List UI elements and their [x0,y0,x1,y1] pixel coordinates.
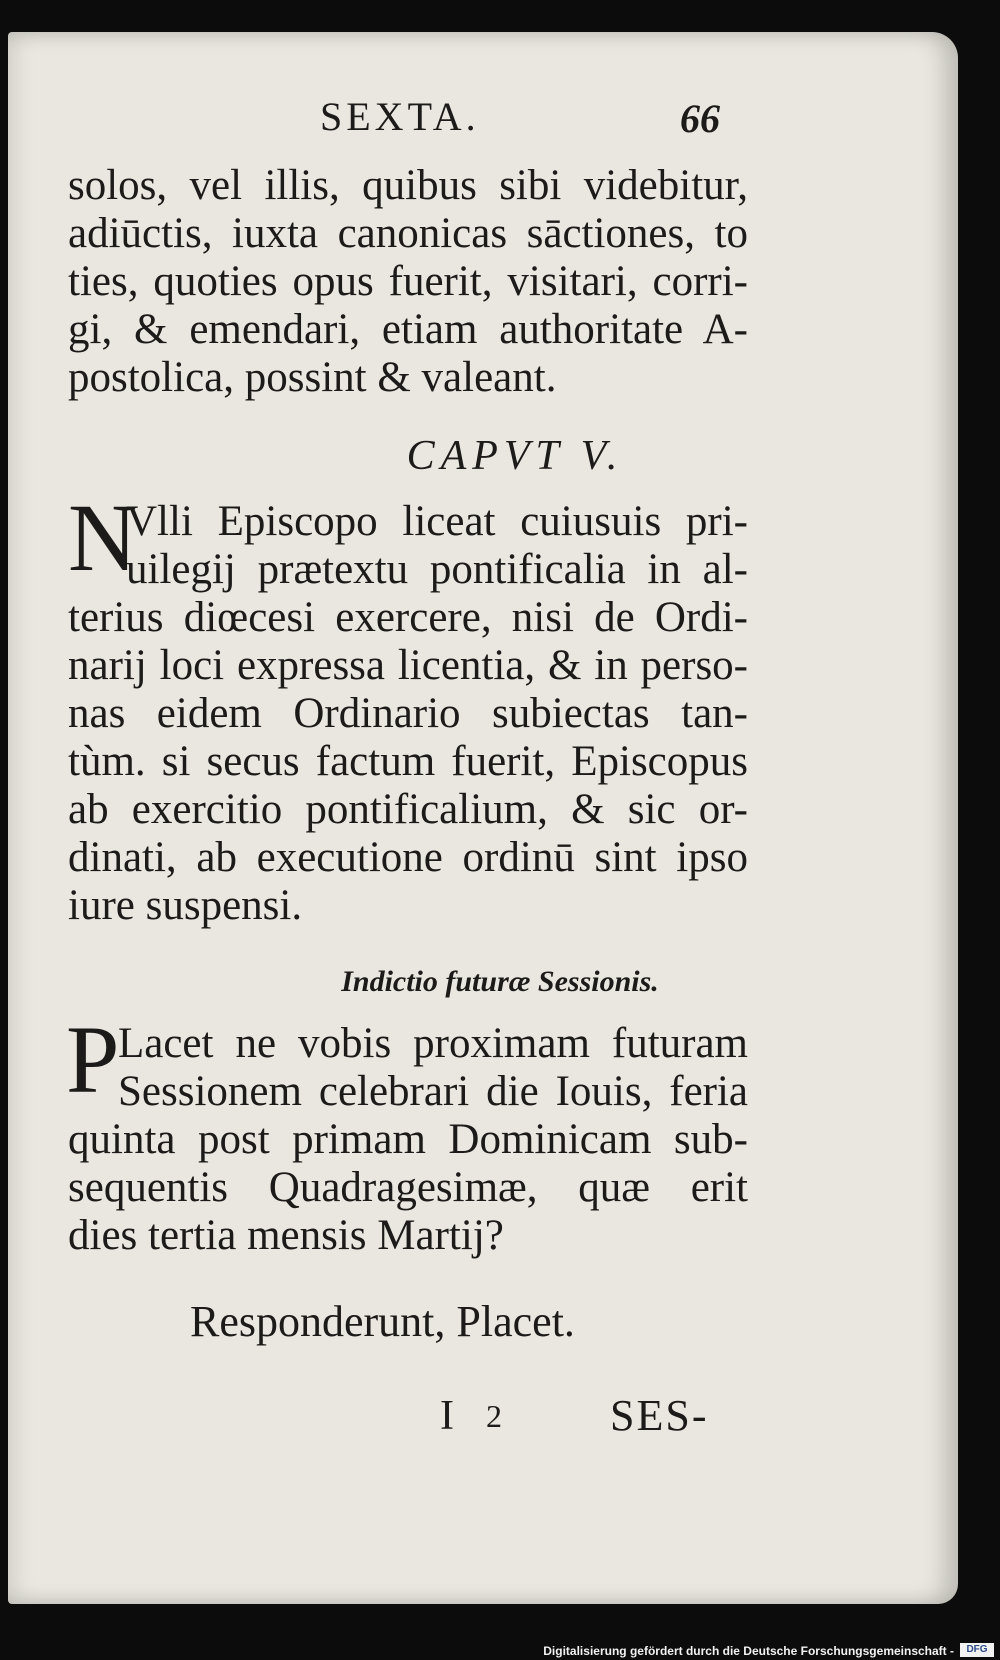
text-line: dies tertia mensis Martij? [68,1212,504,1259]
folio-number: 66 [680,96,720,141]
drop-cap: P [66,1006,120,1113]
text-line: Lacet ne vobis proximam futuram [118,1020,748,1067]
signature-number: 2 [486,1398,502,1434]
running-head: SEXTA. [320,94,480,139]
paragraph-continued [68,162,748,402]
text-line: Vlli Episcopo liceat cuiusuis pri- [126,498,748,545]
text-line: quinta post primam Dominicam sub- [68,1116,748,1163]
text-line: sequentis Quadragesimæ, quæ erit [68,1164,748,1211]
response-line: Responderunt, Placet. [190,1297,575,1346]
text-line: dinati, ab executione ordinū sint ipso [68,834,748,881]
paragraph-indictio [68,1020,748,1260]
text-line: ties, quoties opus fuerit, visitari, corri- [68,258,748,305]
funding-credit: Digitalisierung gefördert durch die Deutsche Forschungsgemeinschaft - [543,1644,954,1658]
signature-letter: I [440,1393,454,1439]
text-line: terius diœcesi exercere, nisi de Ordi- [68,594,748,641]
text-line: uilegij prætextu pontificalia in al- [126,546,748,593]
text-line: solos, vel illis, quibus sibi videbitur, [68,162,748,209]
dfg-logo: DFG [960,1643,994,1657]
text-line: gi, & emendari, etiam authoritate A- [68,306,748,353]
chapter-heading: CAPVT V. [406,433,624,479]
page-header [0,93,1000,153]
text-line: postolica, possint & valeant. [68,354,557,401]
text-line: ab exercitio pontificalium, & sic or- [68,786,748,833]
text-line: nas eidem Ordinario subiectas tan- [68,690,748,737]
paragraph-chapter-v [68,498,748,930]
text-line: tùm. si secus factum fuerit, Episcopus [68,738,748,785]
text-line: Sessionem celebrari die Iouis, feria [118,1068,748,1115]
text-line: adiūctis, iuxta canonicas sāctiones, to [68,210,748,257]
text-line: narij loci expressa licentia, & in perso- [68,642,748,689]
catchword: SES- [610,1391,709,1440]
text-line: iure suspensi. [68,882,303,929]
drop-cap: N [68,484,138,591]
section-subheading: Indictio futuræ Sessionis. [341,965,659,998]
